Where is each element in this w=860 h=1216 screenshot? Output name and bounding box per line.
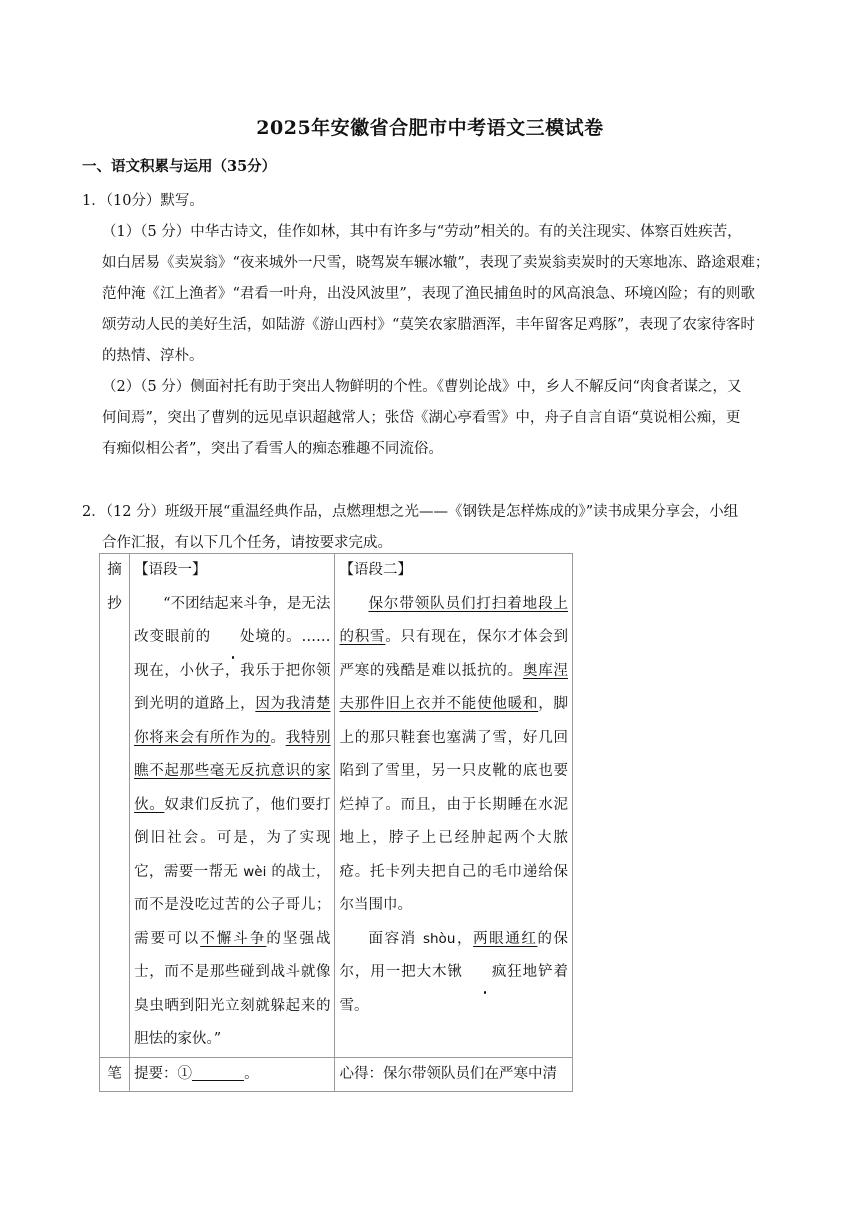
table-row-notes xyxy=(100,1057,573,1092)
question-2-line-2: 合作汇报，有以下几个任务，请按要求完成。 xyxy=(102,535,392,551)
question-1-head: 1．（10分）默写。 xyxy=(82,193,204,209)
text-line: （2）（5 分）侧面衬托有助于突出人物鲜明的个性。《曹刿论战》中，乡人不解反问“肉食者谋之，又 xyxy=(102,379,742,395)
passage-1-tag: 【语段一】 xyxy=(134,562,207,578)
question-2-line-1: 2．（12 分）班级开展“重温经典作品，点燃理想之光——《钢铁是怎样炼成的》”读书成果分享会，小组 xyxy=(82,504,739,520)
passage-2-paragraph-2: 面容消 shòu，两眼通红的保尔，用一把大木锹 疯狂地铲着雪。 xyxy=(339,930,569,1014)
question-1-part-2 xyxy=(82,372,782,465)
page-title: 2025年安徽省合肥市中考语文三模试卷 xyxy=(256,117,604,139)
excerpt-table xyxy=(99,553,573,1092)
answer-blank[interactable] xyxy=(192,1065,244,1081)
passage-2-tag: 【语段二】 xyxy=(339,562,412,578)
pinyin: wèi xyxy=(243,863,267,880)
row-label-notes: 笔 xyxy=(100,1057,130,1092)
row-label-excerpt: 摘 抄 xyxy=(100,554,130,1058)
emphasis-dot-char: 处 xyxy=(211,621,255,655)
emphasis-dot-char: 疯 xyxy=(463,956,507,990)
underlined-text: 我特别瞧不起那些毫无反抗意识的家伙。 xyxy=(134,729,331,813)
underlined-text: 奥库涅夫那件旧上衣并不能使他暖和 xyxy=(339,662,569,712)
text-line: 的热情、淳朴。 xyxy=(102,348,204,364)
text-line: 颂劳动人民的美好生活，如陆游《游山西村》“莫笑农家腊酒浑，丰年留客足鸡豚”，表现了农家待客时 xyxy=(102,317,755,333)
question-2 xyxy=(82,497,782,559)
text-line: 有痴似相公者”，突出了看雪人的痴态雅趣不同流俗。 xyxy=(102,441,443,457)
text-line: 如白居易《卖炭翁》“夜来城外一尺雪，晓驾炭车辗冰辙”，表现了卖炭翁卖炭时的天寒地冻、路途艰难； xyxy=(102,255,770,271)
table-row-excerpt xyxy=(100,554,573,1058)
text-line: （1）（5 分）中华古诗文，佳作如林，其中有许多与“劳动”相关的。有的关注现实、体察百姓疾苦， xyxy=(102,224,742,240)
underlined-text: 保尔带领队员们打扫着地段上的积雪 xyxy=(339,595,568,645)
passage-2-cell xyxy=(335,554,573,1058)
text-line: 何间焉”，突出了曹刿的远见卓识超越常人；张岱《湖心亭看雪》中，舟子自言自语“莫说相公痴，更 xyxy=(102,410,741,426)
question-1 xyxy=(82,186,782,465)
notes-reflection-cell: 心得：保尔带领队员们在严寒中清 xyxy=(335,1057,573,1092)
pinyin: shòu xyxy=(422,930,456,947)
text-line: 范仲淹《江上渔者》“君看一叶舟，出没风波里”，表现了渔民捕鱼时的风高浪急、环境凶险；有的则歌 xyxy=(102,286,755,302)
passage-1-text: “不团结起来斗争，是无法改变眼前的 处境的。……现在，小伙子，我乐于把你领到光明的道路上，因为我清楚你将来会有所作为的。我特别瞧不起那些毫无反抗意识的家伙。奴隶们反抗了，他们要打倒旧社会。可是，为了实现它，需要一帮无 wèi 的战士，而不是没吃过苦的公子哥儿；需要可以不懈斗争的坚强战士，而不是那些碰到战斗就像臭虫晒到阳光立刻就躲起来的胆怯的家伙。” xyxy=(134,595,331,1047)
notes-summary-cell: 提要：① 。 xyxy=(130,1057,335,1092)
underlined-text: 因为我清楚你将来会有所作为的 xyxy=(134,696,331,746)
question-1-part-1 xyxy=(82,217,782,372)
underlined-text: 不懈斗争 xyxy=(200,930,267,947)
passage-1-cell xyxy=(130,554,335,1058)
underlined-text: 两眼通红 xyxy=(473,930,538,947)
passage-2-paragraph-1: 保尔带领队员们打扫着地段上的积雪。只有现在，保尔才体会到严寒的残酷是难以抵抗的。奥库涅夫那件旧上衣并不能使他暖和，脚上的那只鞋套也塞满了雪，好几回陷到了雪里，另一只皮靴的底也要烂掉了。而且，由于长期睡在水泥地上，脖子上已经肿起两个大脓疮。托卡列夫把自己的毛巾递给保尔当围巾。 xyxy=(339,595,569,913)
section-heading: 一、语文积累与运用（35分） xyxy=(82,158,277,175)
